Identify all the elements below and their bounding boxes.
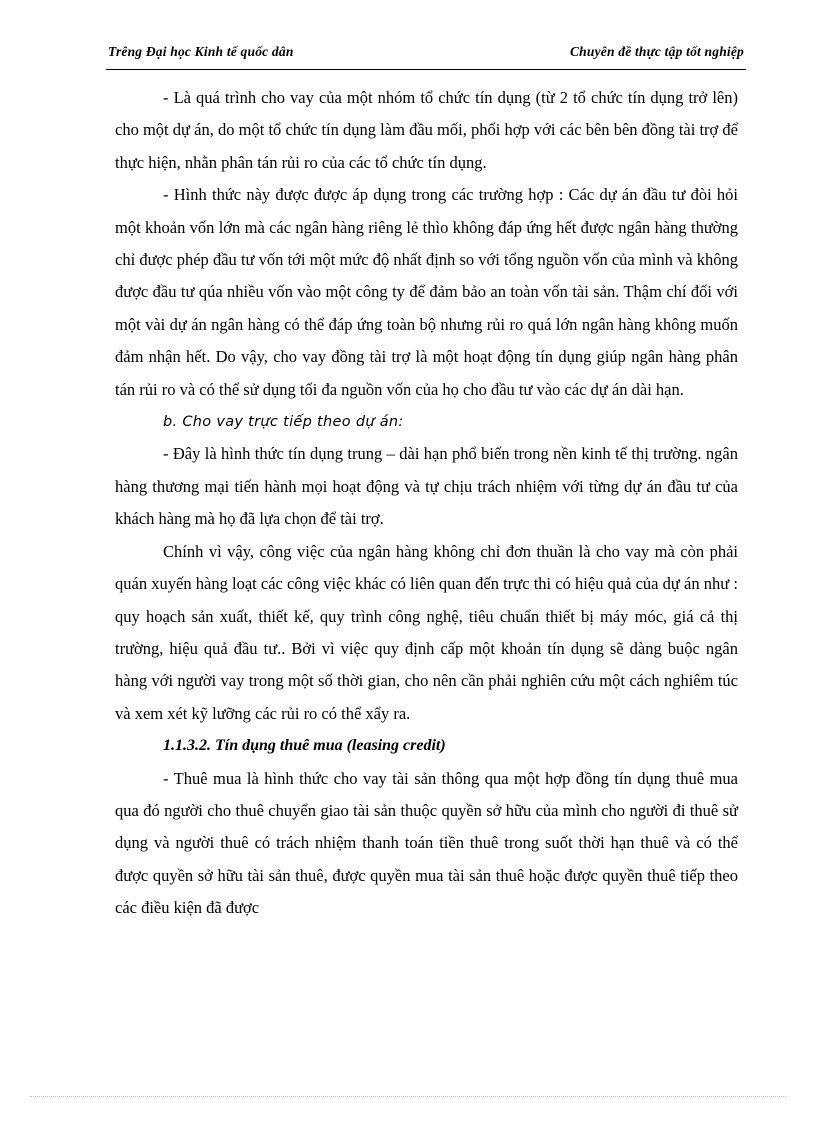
subheading-b: b. Cho vay trực tiếp theo dự án: — [163, 414, 404, 431]
paragraph: - Đây là hình thức tín dụng trung – dài hạn phổ biến trong nền kinh tế thị trường. ngân hàng thương mại tiến hành mọi hoạt động và tự chịu trách nhiệm với từng dự án đầu tư của khách hàng mà họ đã lựa chọn để tài trợ. — [115, 444, 738, 529]
paragraph: - Thuê mua là hình thức cho vay tài sản thông qua một hợp đồng tín dụng thuê mua qua đó người cho thuê chuyển giao tài sản thuộc quyền sở hữu của mình cho người đi thuê sử dụng và người thuê có trách nhiệm thanh toán tiền thuê trong suốt thời hạn thuê và có thể được quyền sở hữu tài sản thuê, được quyền mua tài sản thuê hoặc được quyền thuê tiếp theo các điều kiện đã được — [115, 768, 738, 918]
header-divider — [106, 69, 746, 70]
paragraph: Chính vì vậy, công việc của ngân hàng không chỉ đơn thuần là cho vay mà còn phải quán xuyến hàng loạt các công việc khác có liên quan đến trực thi có hiệu quả của dự án như : quy hoạch sản xuất, thiết kế, quy trình công nghệ, tiêu chuẩn thiết bị máy móc, giá cả thị trường, hiệu quả đầu tư.. Bởi vì việc quy định cấp một khoản tín dụng sẽ dàng buộc ngân hàng với người vay trong một số thời gian, cho nên cần phải nghiên cứu một cách nghiêm túc và xem xét kỹ lưỡng các rủi ro có thể xẩy ra. — [115, 541, 738, 723]
section-heading: 1.1.3.2. Tín dụng thuê mua (leasing credit) — [163, 737, 446, 755]
document-body — [115, 82, 738, 925]
paragraph: - Là quá trình cho vay của một nhóm tổ chức tín dụng (từ 2 tổ chức tín dụng trở lên) cho một dự án, do một tổ chức tín dụng làm đầu mối, phối hợp với các bên bên đồng tài trợ để thực hiện, nhằn phân tán rủi ro của các tổ chức tín dụng. — [115, 88, 738, 172]
header-report-title: Chuyên đề thực tập tốt nghiệp — [569, 44, 744, 59]
page-header — [108, 44, 744, 66]
paragraph: - Hình thức này được được áp dụng trong các trường hợp : Các dự án đầu tư đòi hỏi một khoản vốn lớn mà các ngân hàng riêng lẻ thìo không đáp ứng hết được ngân hàng thường chỉ được phép đầu tư vốn tới một mức độ nhất định so với tổng nguồn vốn của mình và không được đầu tư qúa nhiều vốn vào một công ty để đảm bảo an toàn vốn tài sản. Thậm chí đối với một vài dự án ngân hàng có thể đáp ứng toàn bộ nhưng rủi ro quá lớn ngân hàng không muốn đảm nhận hết. Do vậy, cho vay đồng tài trợ là một hoạt động tín dụng giúp ngân hàng phân tán rủi ro và có thể sử dụng tối đa nguồn vốn của họ cho đầu tư vào các dự án dài hạn. — [115, 185, 738, 399]
header-university: Trêng Đại học Kinh tế quốc dân — [108, 44, 294, 59]
footer-divider — [30, 1096, 786, 1097]
